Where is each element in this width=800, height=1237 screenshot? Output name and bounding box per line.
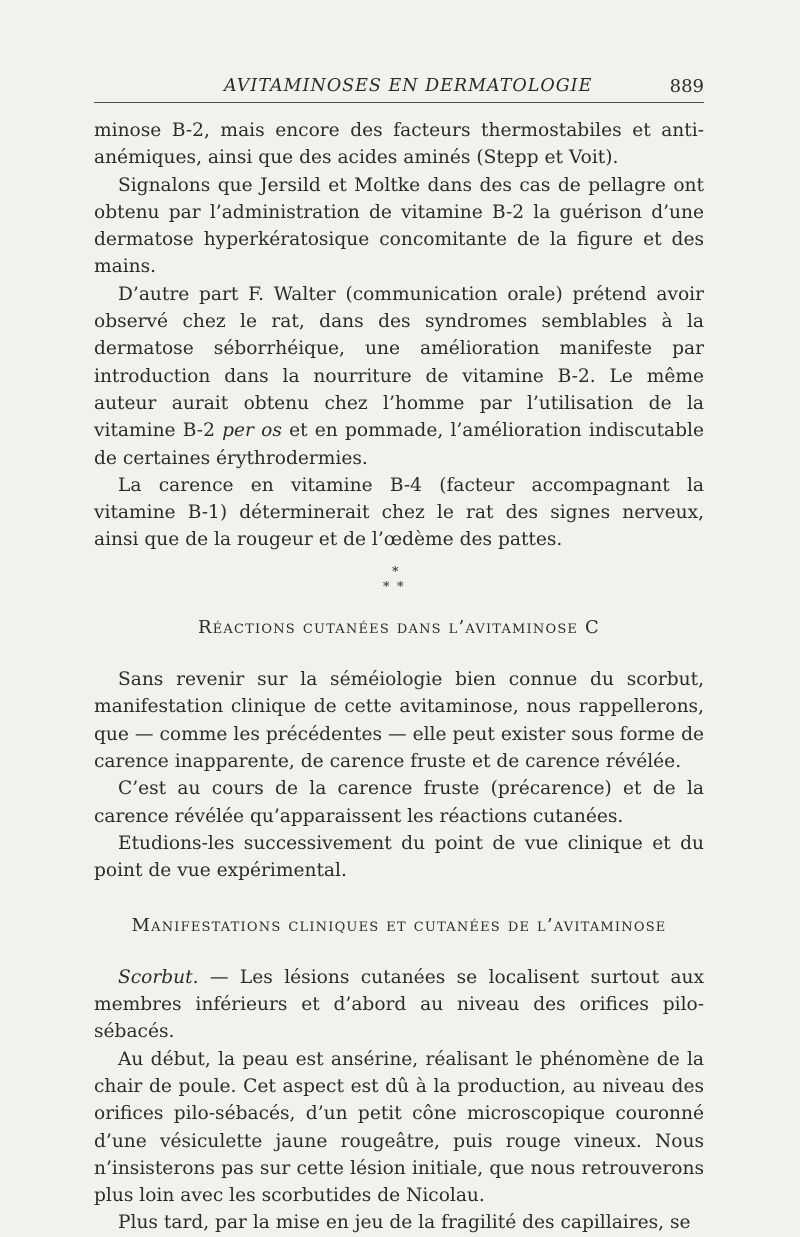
page-number: 889 (669, 76, 704, 97)
paragraph-text: D’autre part F. Walter (communication orale) prétend avoir observé chez le rat, dans des syndromes semblables à la dermatose séborrhéique, une amélioration manifeste par introduction dans la nourriture de vitamine B-2. Le même auteur aurait obtenu chez l’homme par l’utilisation de la vitamine B-2 (94, 283, 704, 442)
paragraph: minose B-2, mais encore des facteurs thermostabiles et anti-anémiques, ainsi que des acides aminés (Stepp et Voit). (94, 120, 704, 169)
paragraph: C’est au cours de la carence fruste (précarence) et de la carence révélée qu’apparaissent les réactions cutanées. (94, 778, 704, 827)
running-title: AVITAMINOSES EN DERMATOLOGIE (224, 76, 593, 96)
section-separator (94, 554, 704, 614)
asterisk: * (383, 579, 390, 595)
paragraph: Signalons que Jersild et Moltke dans des cas de pellagre ont obtenu par l’administration de vitamine B-2 la guérison d’une dermatose hyperkératosique concomitante de la figure et des mains. (94, 174, 704, 278)
paragraph: Plus tard, par la mise en jeu de la fragilité des capillaires, se (118, 1212, 691, 1234)
italic-term: per os (222, 420, 282, 442)
paragraph (94, 964, 704, 1046)
paragraph: La carence en vitamine B-4 (facteur accompagnant la vitamine B-1) déterminerait chez le rat des signes nerveux, ainsi que de la rougeur et de l’œdème des pattes. (94, 474, 704, 551)
paragraph: Etudions-les successivement du point de vue clinique et du point de vue expérimental. (94, 832, 704, 882)
asterisk: * (397, 579, 404, 595)
paragraph-text: et en pommade, l’amélioration indiscutable de certaines érythrodermies. (94, 420, 704, 469)
asterisk: * (392, 564, 399, 580)
running-header (94, 72, 704, 103)
paragraph (94, 281, 704, 472)
body-text (94, 117, 704, 1237)
paragraph: Sans revenir sur la séméiologie bien connue du scorbut, manifestation clinique de cette avitaminose, nous rappellerons, que — comme les précédentes — elle peut exister sous forme de carence inapparente, de carence fruste et de carence révélée. (94, 669, 704, 772)
section-heading: Réactions cutanées dans l’avitaminose C (197, 616, 601, 638)
book-page (94, 72, 704, 1237)
paragraph: Au début, la peau est ansérine, réalisant le phénomène de la chair de poule. Cet aspect est dû à la production, au niveau des orifices pilo-sébacés, d’un petit cône microscopique couronné d’une vésiculette jaune rougeâtre, puis rouge vineux. Nous n’insisterons pas sur cette lésion initiale, que nous retrouverons plus loin avec les scorbutides de Nicolau. (94, 1048, 704, 1207)
italic-run-in-heading: Scorbut. (118, 966, 199, 988)
paragraph-text: — Les lésions cutanées se localisent surtout aux membres inférieurs et d’abord au niveau des orifices pilo-sébacés. (94, 966, 704, 1043)
section-heading: Manifestations cliniques et cutanées de l’avitaminose (131, 915, 667, 937)
